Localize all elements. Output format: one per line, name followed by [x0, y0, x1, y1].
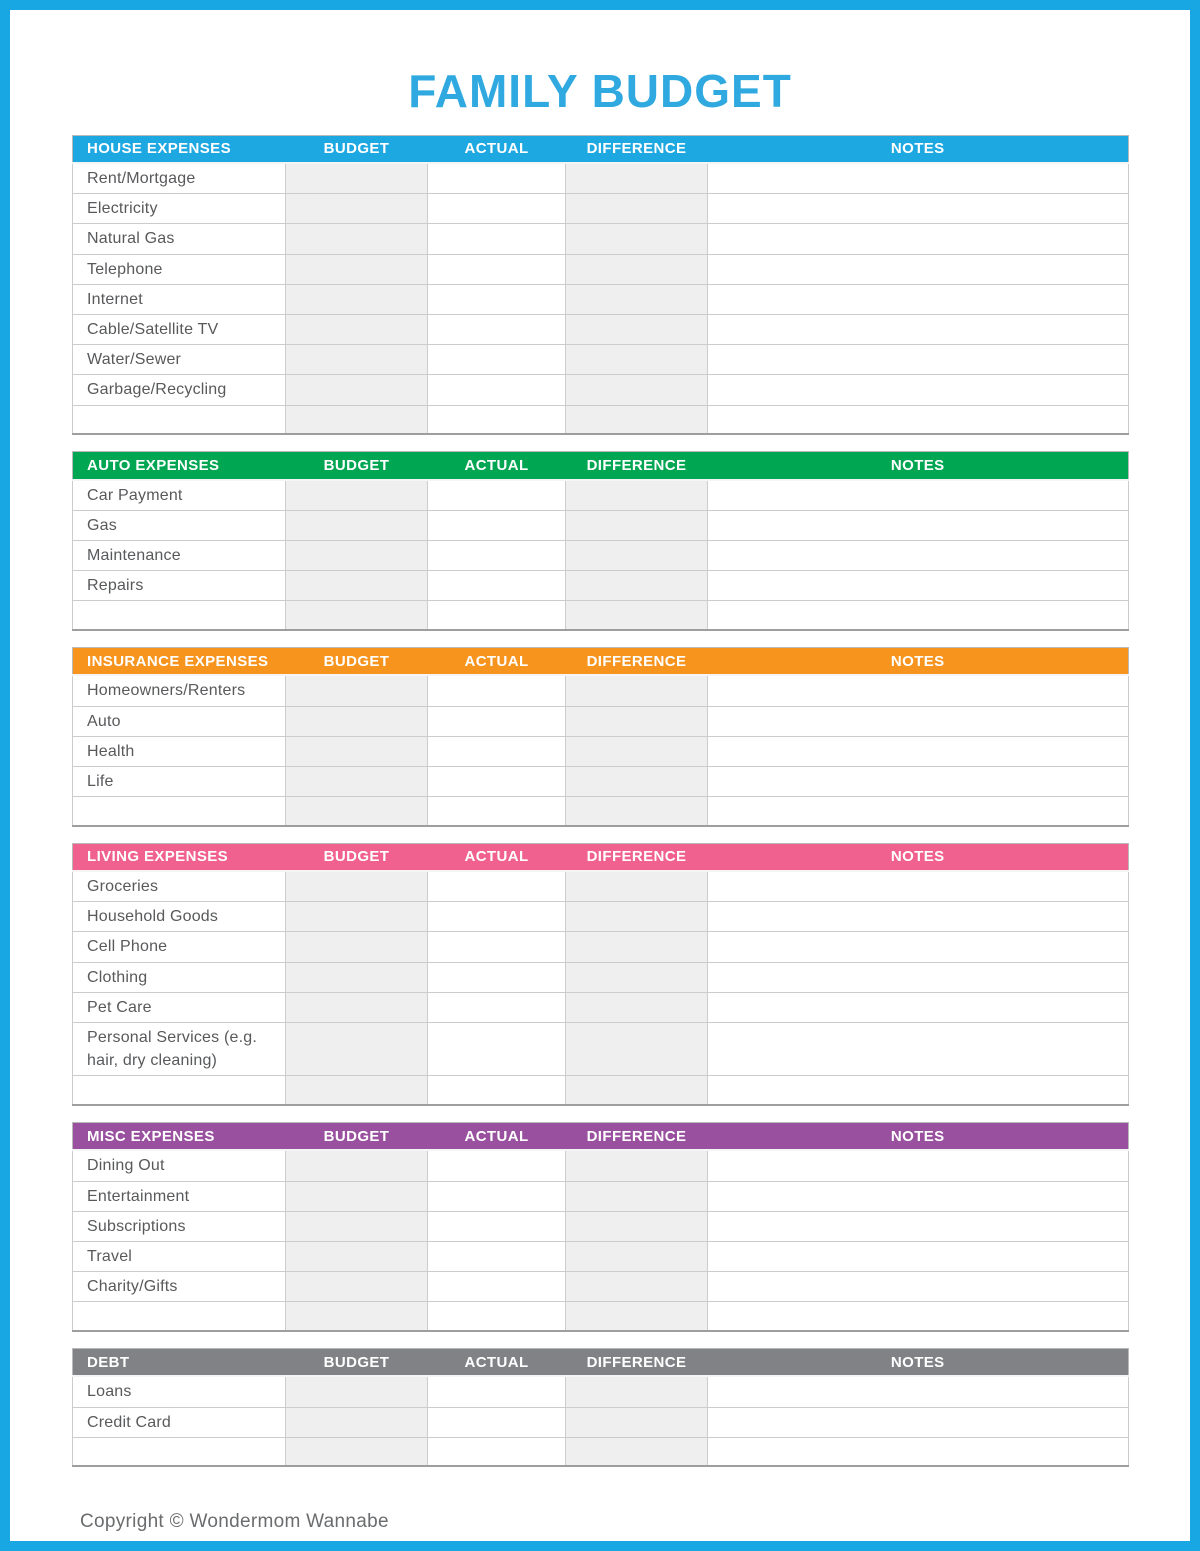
section-title: MISC EXPENSES: [73, 1122, 286, 1150]
notes-cell: [708, 1376, 1129, 1407]
row-label: Life: [73, 766, 286, 796]
difference-cell: [566, 797, 708, 826]
table-row: [73, 601, 1129, 630]
column-header-notes: NOTES: [708, 135, 1129, 163]
budget-cell: [286, 1302, 428, 1331]
table-row: [73, 1023, 1129, 1076]
difference-cell: [566, 601, 708, 630]
row-label: Pet Care: [73, 992, 286, 1022]
table-row: [73, 194, 1129, 224]
difference-cell: [566, 1302, 708, 1331]
actual-cell: [428, 675, 566, 706]
actual-cell: [428, 1272, 566, 1302]
difference-cell: [566, 1272, 708, 1302]
table-row: [73, 1376, 1129, 1407]
table-row: [73, 736, 1129, 766]
table-row: [73, 254, 1129, 284]
row-label: Rent/Mortgage: [73, 163, 286, 194]
difference-cell: [566, 1023, 708, 1076]
column-header-budget: BUDGET: [286, 1348, 428, 1376]
difference-cell: [566, 194, 708, 224]
table-row: [73, 1437, 1129, 1466]
difference-cell: [566, 405, 708, 434]
notes-cell: [708, 992, 1129, 1022]
actual-cell: [428, 375, 566, 405]
difference-cell: [566, 510, 708, 540]
budget-cell: [286, 736, 428, 766]
row-label: Clothing: [73, 962, 286, 992]
table-row: [73, 540, 1129, 570]
notes-cell: [708, 1023, 1129, 1076]
row-label: Subscriptions: [73, 1211, 286, 1241]
actual-cell: [428, 1181, 566, 1211]
notes-cell: [708, 224, 1129, 254]
row-label: Charity/Gifts: [73, 1272, 286, 1302]
table-row: [73, 1407, 1129, 1437]
actual-cell: [428, 480, 566, 511]
notes-cell: [708, 1181, 1129, 1211]
table-row: [73, 510, 1129, 540]
row-label: Internet: [73, 284, 286, 314]
actual-cell: [428, 766, 566, 796]
difference-cell: [566, 766, 708, 796]
budget-cell: [286, 163, 428, 194]
actual-cell: [428, 1023, 566, 1076]
column-header-notes: NOTES: [708, 843, 1129, 871]
column-header-actual: ACTUAL: [428, 135, 566, 163]
table-row: [73, 571, 1129, 601]
notes-cell: [708, 480, 1129, 511]
section-title: AUTO EXPENSES: [73, 452, 286, 480]
column-header-budget: BUDGET: [286, 647, 428, 675]
difference-cell: [566, 706, 708, 736]
budget-cell: [286, 254, 428, 284]
actual-cell: [428, 902, 566, 932]
section-table: [72, 451, 1129, 631]
difference-cell: [566, 375, 708, 405]
actual-cell: [428, 224, 566, 254]
difference-cell: [566, 345, 708, 375]
column-header-notes: NOTES: [708, 452, 1129, 480]
difference-cell: [566, 315, 708, 345]
difference-cell: [566, 1181, 708, 1211]
content: [10, 66, 1190, 1533]
row-label: Homeowners/Renters: [73, 675, 286, 706]
budget-cell: [286, 1407, 428, 1437]
notes-cell: [708, 163, 1129, 194]
budget-cell: [286, 1241, 428, 1271]
section-title: HOUSE EXPENSES: [73, 135, 286, 163]
actual-cell: [428, 1150, 566, 1181]
row-label: Household Goods: [73, 902, 286, 932]
actual-cell: [428, 932, 566, 962]
difference-cell: [566, 1437, 708, 1466]
table-row: [73, 1302, 1129, 1331]
notes-cell: [708, 1407, 1129, 1437]
difference-cell: [566, 1376, 708, 1407]
actual-cell: [428, 345, 566, 375]
actual-cell: [428, 736, 566, 766]
notes-cell: [708, 797, 1129, 826]
actual-cell: [428, 962, 566, 992]
notes-cell: [708, 315, 1129, 345]
section-title: INSURANCE EXPENSES: [73, 647, 286, 675]
actual-cell: [428, 540, 566, 570]
section-header-row: [73, 647, 1129, 675]
actual-cell: [428, 1437, 566, 1466]
row-label: Gas: [73, 510, 286, 540]
column-header-actual: ACTUAL: [428, 843, 566, 871]
row-label: Auto: [73, 706, 286, 736]
actual-cell: [428, 510, 566, 540]
budget-cell: [286, 1023, 428, 1076]
actual-cell: [428, 1302, 566, 1331]
notes-cell: [708, 1302, 1129, 1331]
table-row: [73, 871, 1129, 902]
difference-cell: [566, 962, 708, 992]
table-row: [73, 675, 1129, 706]
actual-cell: [428, 706, 566, 736]
difference-cell: [566, 902, 708, 932]
budget-cell: [286, 1437, 428, 1466]
table-row: [73, 163, 1129, 194]
table-row: [73, 706, 1129, 736]
budget-cell: [286, 510, 428, 540]
notes-cell: [708, 540, 1129, 570]
actual-cell: [428, 797, 566, 826]
row-label: Dining Out: [73, 1150, 286, 1181]
notes-cell: [708, 766, 1129, 796]
budget-cell: [286, 1272, 428, 1302]
notes-cell: [708, 510, 1129, 540]
difference-cell: [566, 284, 708, 314]
column-header-difference: DIFFERENCE: [566, 1122, 708, 1150]
table-row: [73, 315, 1129, 345]
row-label: Natural Gas: [73, 224, 286, 254]
notes-cell: [708, 254, 1129, 284]
row-label: Loans: [73, 1376, 286, 1407]
difference-cell: [566, 1407, 708, 1437]
budget-cell: [286, 706, 428, 736]
table-row: [73, 1181, 1129, 1211]
row-label: Travel: [73, 1241, 286, 1271]
row-label: [73, 1076, 286, 1105]
budget-cell: [286, 1211, 428, 1241]
column-header-actual: ACTUAL: [428, 1122, 566, 1150]
notes-cell: [708, 284, 1129, 314]
table-row: [73, 224, 1129, 254]
section-table: [72, 647, 1129, 827]
row-label: [73, 1302, 286, 1331]
column-header-budget: BUDGET: [286, 452, 428, 480]
budget-cell: [286, 797, 428, 826]
budget-cell: [286, 480, 428, 511]
actual-cell: [428, 992, 566, 1022]
table-row: [73, 480, 1129, 511]
row-label: Electricity: [73, 194, 286, 224]
actual-cell: [428, 284, 566, 314]
section-title: LIVING EXPENSES: [73, 843, 286, 871]
difference-cell: [566, 1076, 708, 1105]
table-row: [73, 766, 1129, 796]
row-label: Health: [73, 736, 286, 766]
page-title: FAMILY BUDGET: [408, 65, 792, 117]
actual-cell: [428, 1376, 566, 1407]
column-header-actual: ACTUAL: [428, 647, 566, 675]
notes-cell: [708, 1241, 1129, 1271]
row-label: Maintenance: [73, 540, 286, 570]
column-header-difference: DIFFERENCE: [566, 647, 708, 675]
section-table: [72, 1348, 1129, 1467]
difference-cell: [566, 1150, 708, 1181]
budget-cell: [286, 224, 428, 254]
budget-cell: [286, 932, 428, 962]
difference-cell: [566, 254, 708, 284]
table-row: [73, 1150, 1129, 1181]
section-header-row: [73, 1122, 1129, 1150]
difference-cell: [566, 992, 708, 1022]
column-header-notes: NOTES: [708, 647, 1129, 675]
section-table: [72, 135, 1129, 436]
table-row: [73, 902, 1129, 932]
budget-cell: [286, 345, 428, 375]
notes-cell: [708, 1076, 1129, 1105]
budget-cell: [286, 902, 428, 932]
section-table: [72, 843, 1129, 1106]
table-row: [73, 1272, 1129, 1302]
row-label: [73, 797, 286, 826]
budget-cell: [286, 871, 428, 902]
row-label: Credit Card: [73, 1407, 286, 1437]
notes-cell: [708, 1437, 1129, 1466]
section-header-row: [73, 135, 1129, 163]
column-header-budget: BUDGET: [286, 843, 428, 871]
budget-cell: [286, 1076, 428, 1105]
budget-cell: [286, 284, 428, 314]
budget-cell: [286, 194, 428, 224]
notes-cell: [708, 962, 1129, 992]
section-header-row: [73, 1348, 1129, 1376]
table-row: [73, 405, 1129, 434]
notes-cell: [708, 601, 1129, 630]
notes-cell: [708, 1272, 1129, 1302]
budget-cell: [286, 540, 428, 570]
budget-cell: [286, 601, 428, 630]
column-header-difference: DIFFERENCE: [566, 1348, 708, 1376]
actual-cell: [428, 871, 566, 902]
budget-cell: [286, 1181, 428, 1211]
budget-cell: [286, 1150, 428, 1181]
budget-cell: [286, 766, 428, 796]
row-label: Telephone: [73, 254, 286, 284]
table-row: [73, 1076, 1129, 1105]
notes-cell: [708, 871, 1129, 902]
difference-cell: [566, 932, 708, 962]
actual-cell: [428, 315, 566, 345]
row-label: [73, 1437, 286, 1466]
budget-cell: [286, 315, 428, 345]
budget-cell: [286, 1376, 428, 1407]
row-label: Entertainment: [73, 1181, 286, 1211]
section-title: DEBT: [73, 1348, 286, 1376]
row-label: Car Payment: [73, 480, 286, 511]
difference-cell: [566, 480, 708, 511]
row-label: Groceries: [73, 871, 286, 902]
notes-cell: [708, 1211, 1129, 1241]
table-row: [73, 345, 1129, 375]
column-header-budget: BUDGET: [286, 135, 428, 163]
table-row: [73, 932, 1129, 962]
notes-cell: [708, 345, 1129, 375]
section-table: [72, 1122, 1129, 1332]
difference-cell: [566, 540, 708, 570]
notes-cell: [708, 1150, 1129, 1181]
actual-cell: [428, 1076, 566, 1105]
row-label: Repairs: [73, 571, 286, 601]
notes-cell: [708, 571, 1129, 601]
section-header-row: [73, 452, 1129, 480]
column-header-difference: DIFFERENCE: [566, 843, 708, 871]
actual-cell: [428, 254, 566, 284]
difference-cell: [566, 736, 708, 766]
budget-cell: [286, 962, 428, 992]
row-label: [73, 405, 286, 434]
column-header-actual: ACTUAL: [428, 452, 566, 480]
notes-cell: [708, 675, 1129, 706]
table-row: [73, 1211, 1129, 1241]
row-label: Cell Phone: [73, 932, 286, 962]
actual-cell: [428, 1241, 566, 1271]
notes-cell: [708, 706, 1129, 736]
actual-cell: [428, 601, 566, 630]
row-label: [73, 601, 286, 630]
budget-cell: [286, 992, 428, 1022]
row-label: Cable/Satellite TV: [73, 315, 286, 345]
difference-cell: [566, 871, 708, 902]
budget-cell: [286, 571, 428, 601]
budget-cell: [286, 405, 428, 434]
actual-cell: [428, 405, 566, 434]
difference-cell: [566, 1211, 708, 1241]
notes-cell: [708, 405, 1129, 434]
notes-cell: [708, 932, 1129, 962]
actual-cell: [428, 194, 566, 224]
section-header-row: [73, 843, 1129, 871]
column-header-notes: NOTES: [708, 1348, 1129, 1376]
notes-cell: [708, 194, 1129, 224]
table-row: [73, 375, 1129, 405]
sections: [72, 135, 1128, 1468]
table-row: [73, 284, 1129, 314]
row-label: Garbage/Recycling: [73, 375, 286, 405]
difference-cell: [566, 163, 708, 194]
difference-cell: [566, 675, 708, 706]
column-header-difference: DIFFERENCE: [566, 135, 708, 163]
table-row: [73, 1241, 1129, 1271]
budget-cell: [286, 675, 428, 706]
column-header-difference: DIFFERENCE: [566, 452, 708, 480]
table-row: [73, 992, 1129, 1022]
table-row: [73, 962, 1129, 992]
difference-cell: [566, 1241, 708, 1271]
notes-cell: [708, 902, 1129, 932]
actual-cell: [428, 163, 566, 194]
column-header-actual: ACTUAL: [428, 1348, 566, 1376]
actual-cell: [428, 1211, 566, 1241]
notes-cell: [708, 375, 1129, 405]
column-header-notes: NOTES: [708, 1122, 1129, 1150]
difference-cell: [566, 571, 708, 601]
copyright-text: Copyright © Wondermom Wannabe: [80, 1511, 389, 1533]
row-label: Personal Services (e.g. hair, dry cleaning): [73, 1023, 286, 1076]
notes-cell: [708, 736, 1129, 766]
column-header-budget: BUDGET: [286, 1122, 428, 1150]
actual-cell: [428, 1407, 566, 1437]
row-label: Water/Sewer: [73, 345, 286, 375]
budget-cell: [286, 375, 428, 405]
difference-cell: [566, 224, 708, 254]
table-row: [73, 797, 1129, 826]
actual-cell: [428, 571, 566, 601]
